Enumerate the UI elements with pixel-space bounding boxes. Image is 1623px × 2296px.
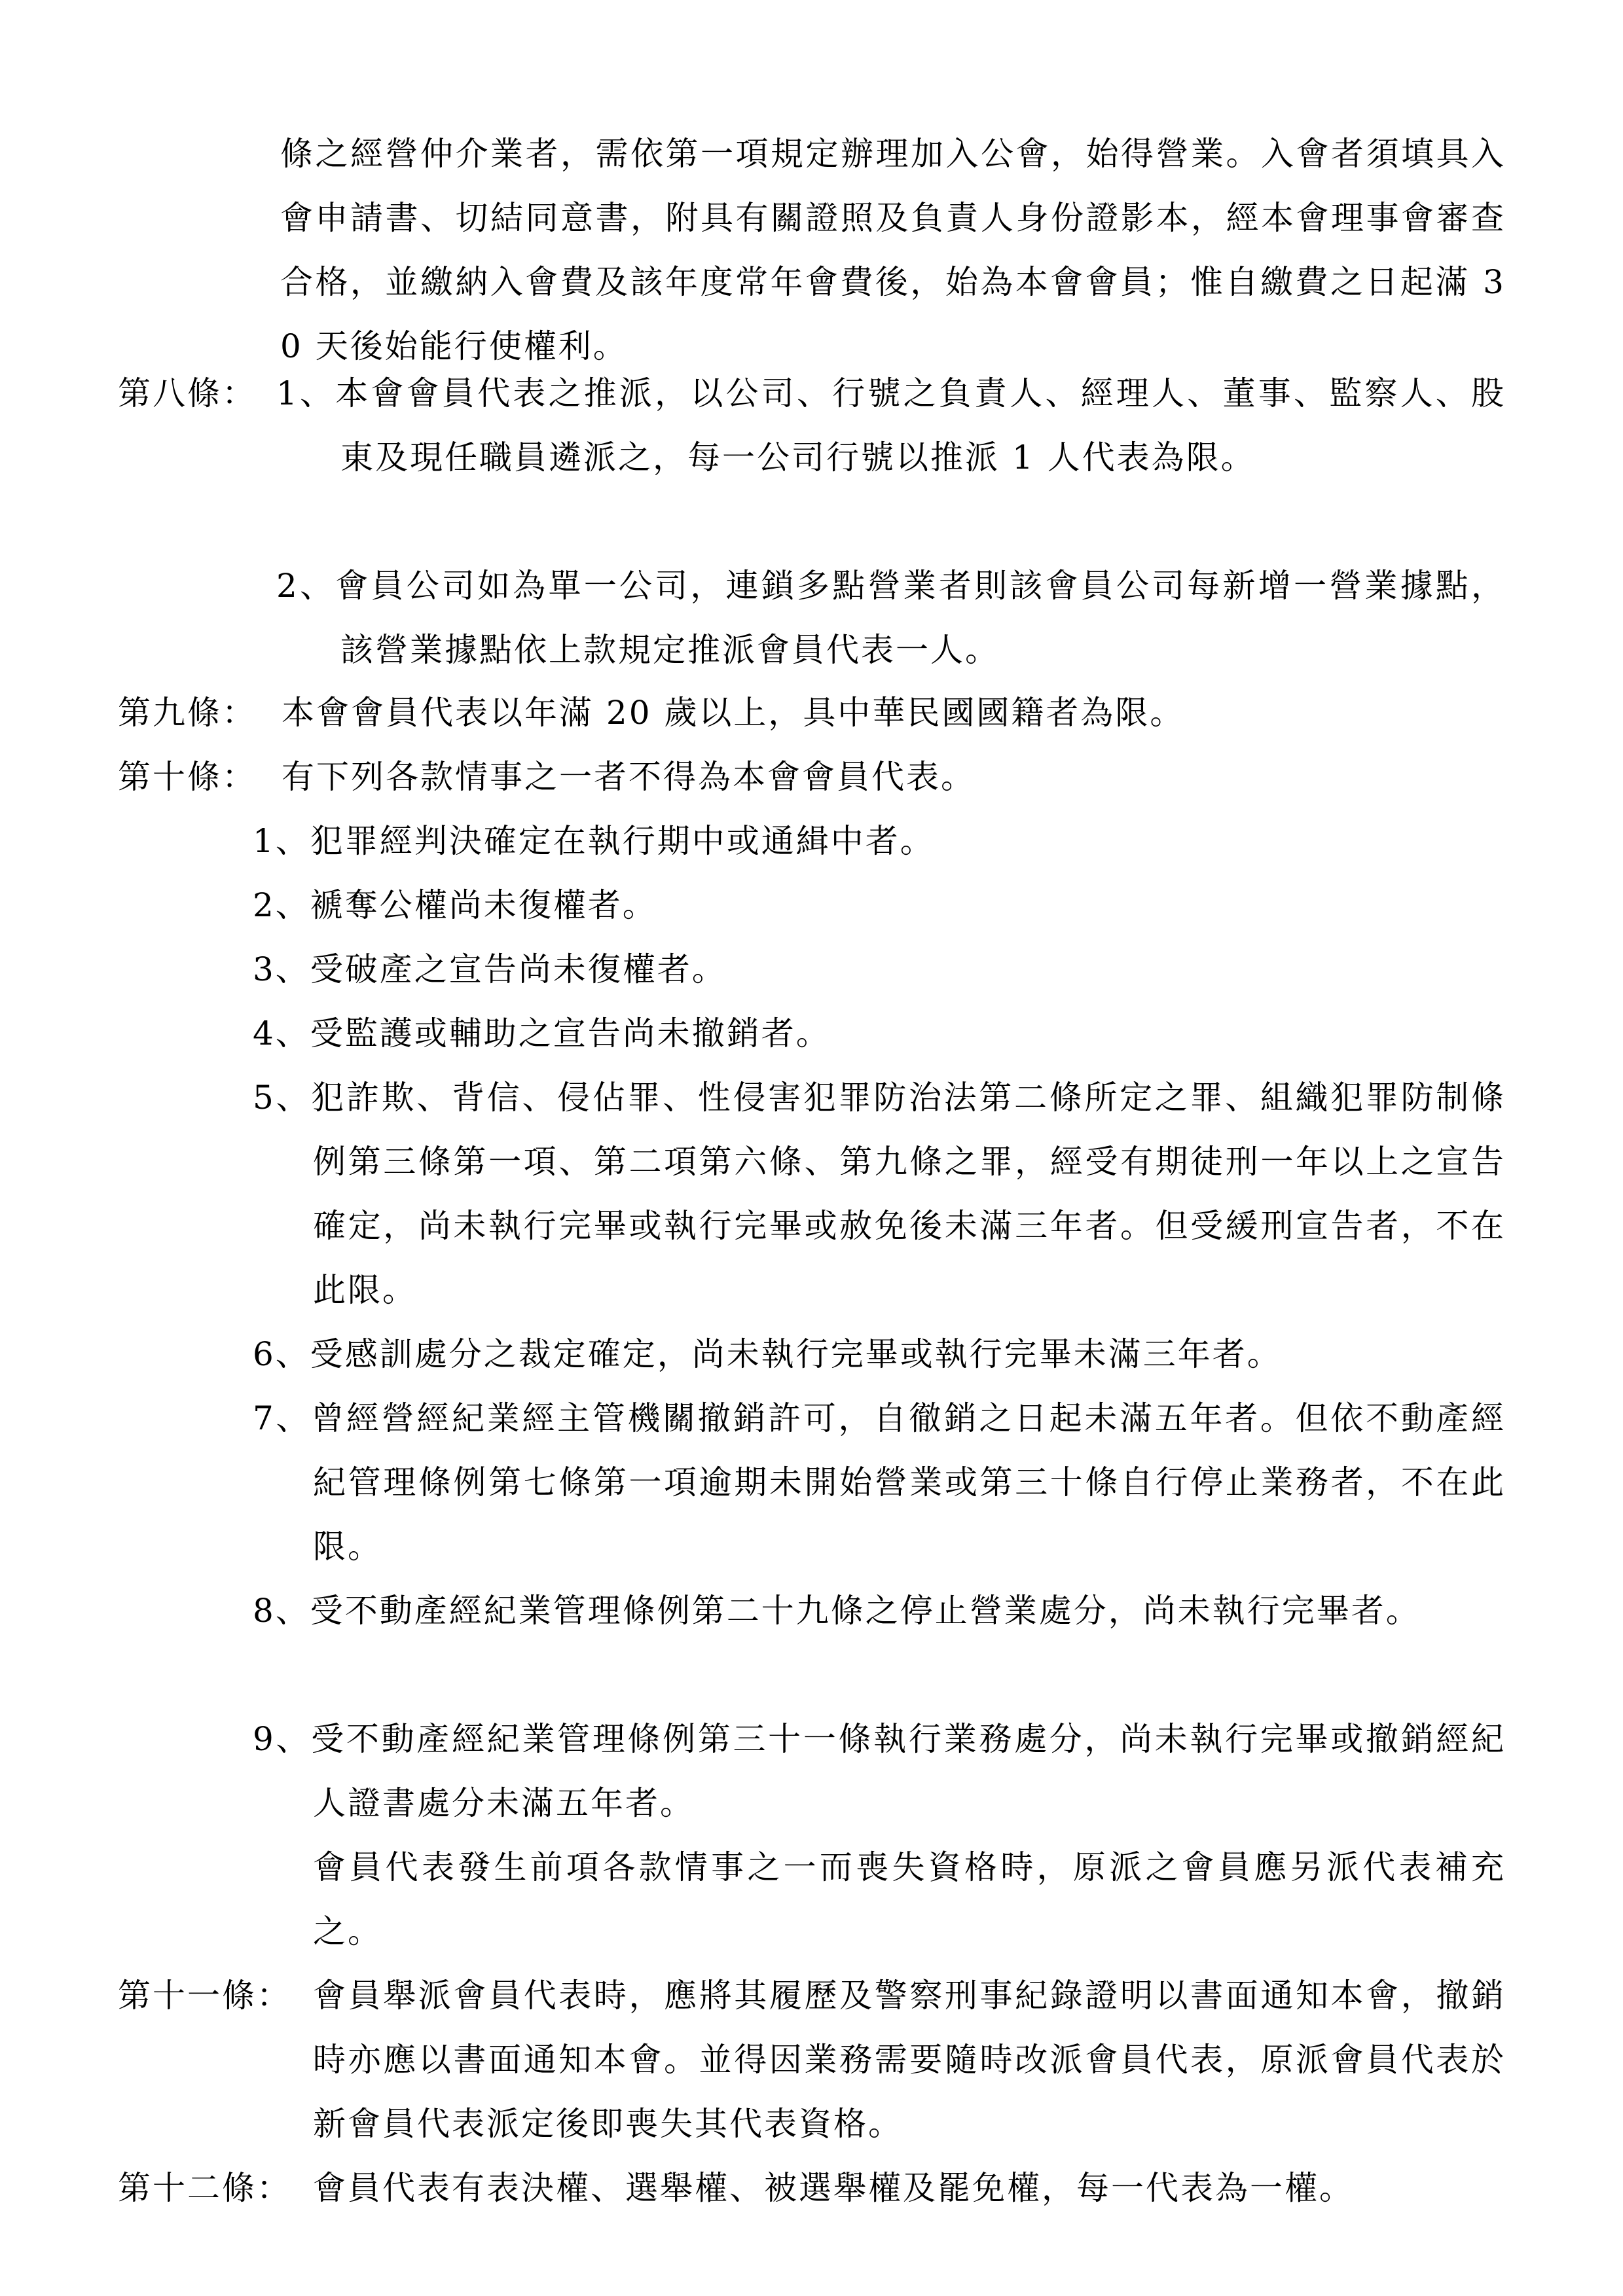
article-10-item-6: 6、受感訓處分之裁定確定，尚未執行完畢或執行完畢未滿三年者。 [253,1335,1282,1373]
article-9-label: 第九條： [118,694,257,732]
article-9-text: 本會會員代表以年滿 20 歲以上，具中華民國國籍者為限。 [282,694,1185,732]
article-10-item-8: 8、受不動產經紀業管理條例第二十九條之停止營業處分，尚未執行完畢者。 [253,1592,1421,1630]
article-10-item-7: 7、曾經營經紀業經主管機關撤銷許可，自徹銷之日起未滿五年者。但依不動產經紀管理條例第七條第一項逾期未開始營業或第三十條自行停止業務者，不在此限。 [253,1399,1506,1566]
intro-paragraph: 條之經營仲介業者，需依第一項規定辦理加入公會，始得營業。入會者須填具入會申請書、切結同意書，附具有關證照及負責人身份證影本，經本會理事會審查合格，並繳納入會費及該年度常年會費後，始為本會會員；惟自繳費之日起滿 30 天後始能行使權利。 [280,135,1506,365]
article-10-item-9: 9、受不動產經紀業管理條例第三十一條執行業務處分，尚未執行完畢或撤銷經紀人證書處分未滿五年者。 [253,1720,1506,1822]
article-10-closing: 會員代表發生前項各款情事之一而喪失資格時，原派之會員應另派代表補充之。 [313,1848,1506,1950]
article-10-text: 有下列各款情事之一者不得為本會會員代表。 [282,758,976,796]
article-10-item-2: 2、褫奪公權尚未復權者。 [253,886,657,924]
article-10-item-4: 4、受監護或輔助之宣告尚未撤銷者。 [253,1014,831,1052]
article-8-item-2: 2、會員公司如為單一公司，連鎖多點營業者則該會員公司每新增一營業據點，該營業據點依上款規定推派會員代表一人。 [276,567,1506,669]
article-10-label: 第十條： [118,758,257,796]
article-8-item-1: 1、本會會員代表之推派，以公司、行號之負責人、經理人、董事、監察人、股東及現任職員遴派之，每一公司行號以推派 1 人代表為限。 [276,374,1506,476]
article-8-label: 第八條： [118,374,257,412]
article-10-item-5: 5、犯詐欺、背信、侵佔罪、性侵害犯罪防治法第二條所定之罪、組織犯罪防制條例第三條第一項、第二項第六條、第九條之罪，經受有期徒刑一年以上之宣告確定，尚未執行完畢或執行完畢或赦免後未滿三年者。但受緩刑宣告者，不在此限。 [253,1079,1506,1309]
article-10-item-3: 3、受破產之宣告尚未復權者。 [253,950,727,988]
article-11-text: 會員舉派會員代表時，應將其履歷及警察刑事紀錄證明以書面通知本會，撤銷時亦應以書面通知本會。並得因業務需要隨時改派會員代表，原派會員代表於新會員代表派定後即喪失其代表資格。 [313,1977,1506,2143]
article-10-item-1: 1、犯罪經判決確定在執行期中或通緝中者。 [253,822,935,860]
article-11-label: 第十一條： [118,1977,291,2015]
article-12-label: 第十二條： [118,2169,291,2207]
article-12-text: 會員代表有表決權、選舉權、被選舉權及罷免權，每一代表為一權。 [313,2169,1354,2207]
